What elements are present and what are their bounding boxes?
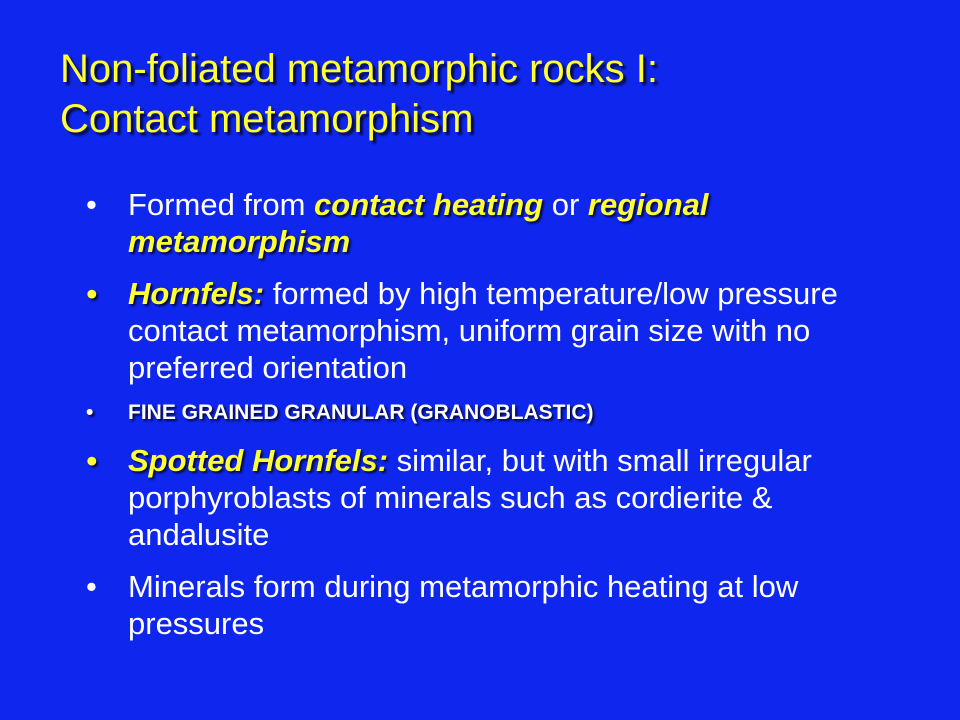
bullet-item-fine-grained [86,399,886,427]
term-regional-metamorphism: regional metamorphism [128,187,709,259]
bullet-item-hornfels [86,275,886,386]
term-contact-heating: contact heating [314,187,544,222]
text: formed by high temperature/low pressure contact metamorphism, uniform grain size with no preferred orientation [128,276,838,385]
bullet-item-minerals-form [86,568,886,642]
slide-title [60,44,920,144]
colon: : [253,276,265,311]
text: similar, but with small irregular porphyroblasts of minerals such as cordierite & andalusite [128,443,812,552]
title-line-1: Non-foliated metamorphic rocks I: [60,47,659,91]
colon: : [377,443,389,478]
bullet-dot: • [86,187,97,222]
bullet-dot: • [86,443,97,478]
bullet-item-spotted-hornfels [86,442,886,553]
bullet-list [86,186,886,642]
text: or [543,187,588,222]
bullet-dot: • [86,276,97,311]
bullet-dot: • [86,569,97,604]
bullet-item-formed-from [86,186,886,260]
term-spotted-hornfels: Spotted Hornfels [128,443,378,478]
bullet-dot: • [86,401,94,424]
text: FINE GRAINED GRANULAR (GRANOBLASTIC) [128,401,594,424]
title-line-2: Contact metamorphism [60,97,474,141]
text: Minerals form during metamorphic heating at low pressures [128,569,799,641]
term-hornfels: Hornfels [128,276,254,311]
text: Formed from [128,187,315,222]
